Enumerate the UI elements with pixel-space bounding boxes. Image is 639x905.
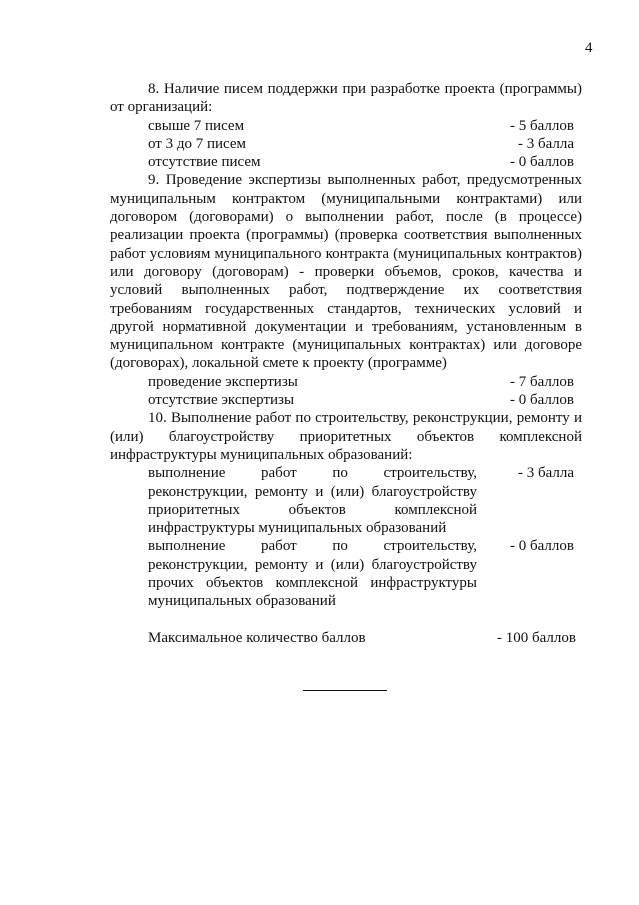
option-score: - 3 балла — [517, 465, 574, 482]
document-body — [110, 80, 582, 647]
option-score: - 3 балла — [517, 135, 574, 152]
page-number: 4 — [585, 40, 593, 56]
option-label: проведение экспертизы — [148, 373, 298, 390]
criterion-9-option — [148, 373, 582, 391]
option-label: отсутствие писем — [148, 154, 261, 171]
criterion-8-option — [148, 153, 582, 171]
option-label: отсутствие экспертизы — [148, 392, 295, 409]
total-score-row — [148, 629, 582, 647]
criterion-9-option — [148, 391, 582, 409]
option-score: - 0 баллов — [510, 538, 574, 555]
criterion-8-option — [148, 135, 582, 153]
criterion-10-option — [148, 537, 582, 610]
option-score: - 0 баллов — [510, 392, 574, 409]
total-score: - 100 баллов — [497, 629, 576, 646]
criterion-9-heading: 9. Проведение экспертизы выполненных работ, предусмотренных муниципальным контрактом (муниципальными контрактами) или договором (договорами) о выполнении работ, после (в процессе) реализации проекта (программы) (проверка соответствия выполненных работ условиям муниципального контракта (муниципальных контрактов) или договору (договорам) - проверки объемов, сроков, качества и условий выполненных работ, подтверждение их соответствия требованиям государственных стандартов, технических условий и другой нормативной документации и требованиям, установленным в муниципальном контракте (муниципальных контрактах) или договоре (договорах), локальной смете к проекту (программе) — [110, 172, 582, 372]
total-label: Максимальное количество баллов — [148, 629, 366, 646]
criterion-10-option — [148, 464, 582, 537]
criterion-10-heading: 10. Выполнение работ по строительству, реконструкции, ремонту и (или) благоустройству приоритетных объектов комплексной инфраструктуры муниципальных образований: — [110, 410, 582, 463]
option-label: выполнение работ по строительству, реконструкции, ремонту и (или) благоустройству прочих объектов комплексной инфраструктуры муниципальных образований — [148, 538, 477, 610]
criterion-8-heading: 8. Наличие писем поддержки при разработке проекта (программы) от организаций: — [110, 81, 582, 116]
end-divider — [303, 690, 387, 691]
criterion-8-option — [148, 117, 582, 135]
option-score: - 5 баллов — [510, 117, 574, 134]
option-label: от 3 до 7 писем — [148, 135, 247, 152]
option-label: выполнение работ по строительству, реконструкции, ремонту и (или) благоустройству приоритетных объектов комплексной инфраструктуры муниципальных образований — [148, 465, 477, 537]
option-score: - 0 баллов — [510, 154, 574, 171]
option-label: свыше 7 писем — [148, 117, 245, 134]
option-score: - 7 баллов — [510, 373, 574, 390]
